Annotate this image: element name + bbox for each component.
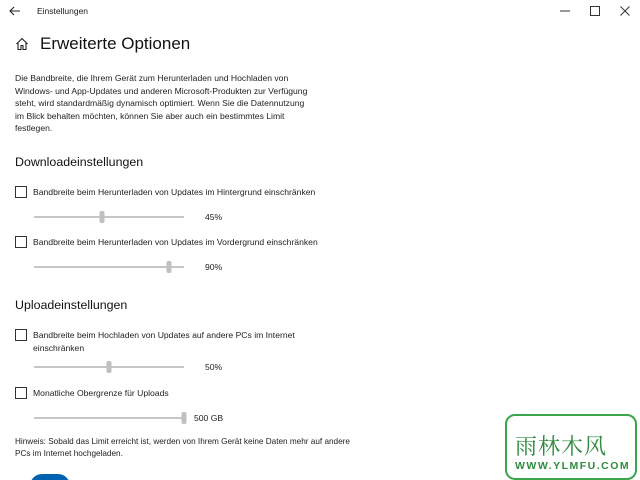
monthly-cap-slider[interactable] [34, 412, 184, 424]
window-controls [550, 0, 640, 22]
upload-section-heading: Uploadeinstellungen [15, 298, 128, 312]
slider-track [34, 417, 184, 419]
title-bar [0, 0, 640, 22]
download-background-slider[interactable] [34, 211, 184, 223]
minimize-button[interactable] [550, 0, 580, 22]
upload-limit-value: 50% [205, 362, 223, 372]
download-foreground-value: 90% [205, 262, 223, 272]
slider-thumb[interactable] [99, 211, 104, 223]
download-foreground-checkbox[interactable] [15, 236, 27, 248]
upload-limit-checkbox[interactable] [15, 329, 27, 341]
slider-track [34, 266, 184, 268]
maximize-button[interactable] [580, 0, 610, 22]
upload-limit-label: Bandbreite beim Hochladen von Updates auf andere PCs im Internet einschränken [33, 330, 295, 353]
slider-thumb[interactable] [182, 412, 187, 424]
slider-thumb[interactable] [107, 361, 112, 373]
back-arrow-icon[interactable] [0, 0, 30, 22]
page-header [15, 34, 190, 54]
download-background-checkbox-row[interactable] [15, 186, 353, 199]
partial-button-edge [30, 474, 70, 480]
hint-text: Hinweis: Sobald das Limit erreicht ist, werden von Ihrem Gerät keine Daten mehr auf andere PCs im Internet hochgeladen. [15, 437, 350, 459]
page-title: Erweiterte Optionen [40, 34, 191, 53]
download-section-heading: Downloadeinstellungen [15, 155, 144, 169]
watermark-sub-text: WWW.YLMFU.COM [515, 460, 631, 472]
monthly-cap-label: Monatliche Obergrenze für Uploads [33, 388, 169, 398]
monthly-cap-checkbox[interactable] [15, 387, 27, 399]
monthly-cap-checkbox-row[interactable] [15, 387, 353, 400]
download-background-value: 45% [205, 212, 223, 222]
download-foreground-slider[interactable] [34, 261, 184, 273]
slider-thumb[interactable] [167, 261, 172, 273]
watermark-logo [505, 414, 637, 480]
download-foreground-label: Bandbreite beim Herunterladen von Updates im Vordergrund einschränken [33, 237, 318, 247]
window-title: Einstellungen [37, 6, 89, 16]
monthly-cap-value: 500 GB [194, 413, 224, 423]
download-background-label: Bandbreite beim Herunterladen von Updates im Hintergrund einschränken [33, 187, 316, 197]
upload-limit-slider[interactable] [34, 361, 184, 373]
upload-limit-checkbox-row[interactable] [15, 329, 333, 354]
slider-track [34, 216, 184, 218]
home-icon[interactable] [15, 37, 29, 51]
download-background-checkbox[interactable] [15, 186, 27, 198]
watermark-main-text: 雨林木风 [515, 435, 608, 460]
download-foreground-checkbox-row[interactable] [15, 236, 353, 249]
close-button[interactable] [610, 0, 640, 22]
intro-text: Die Bandbreite, die Ihrem Gerät zum Herunterladen und Hochladen von Windows- und App-Updates und anderen Microsoft-Produkten zur Verfügung steht, wird standardmäßig dynamisch optimiert. Wenn Sie die Datennutzung im Blick behalten möchten, können Sie aber auch ein bestimmtes Limit festlegen. [15, 73, 308, 134]
